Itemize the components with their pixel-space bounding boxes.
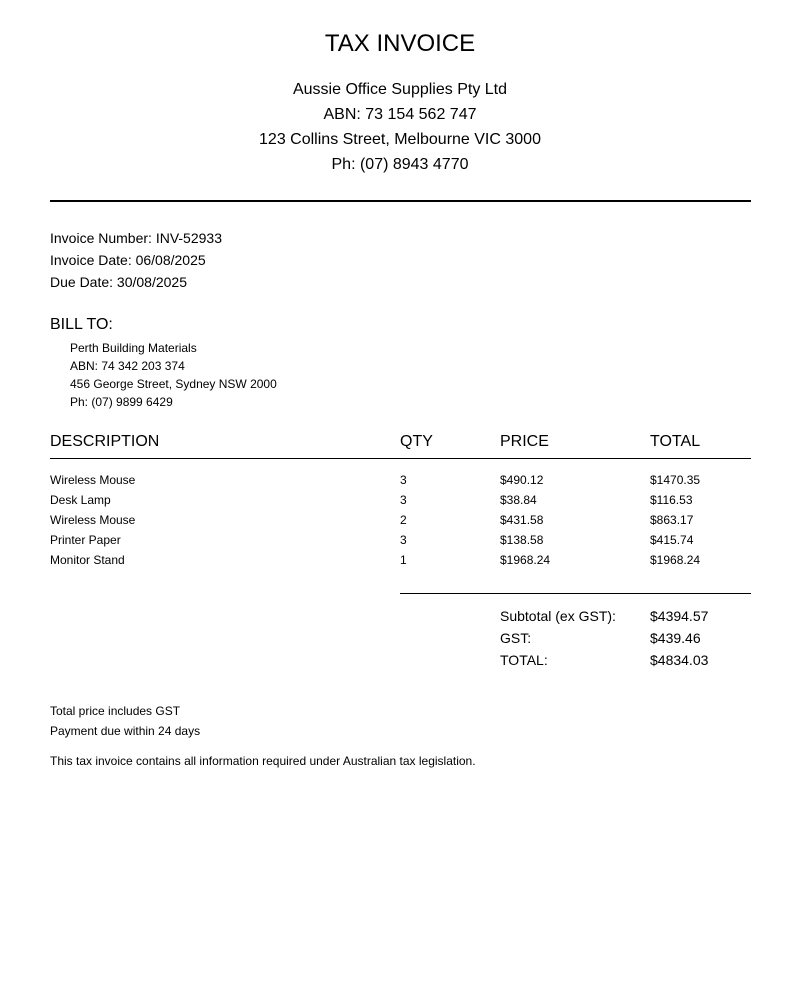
invoice-notes xyxy=(50,701,200,741)
table-header xyxy=(50,431,751,453)
table-row xyxy=(50,470,751,490)
item-description: Printer Paper xyxy=(50,533,121,547)
payment-terms: Payment due within 24 days xyxy=(50,724,201,738)
item-total: $863.17 xyxy=(650,513,694,527)
item-total: $415.74 xyxy=(650,533,694,547)
item-description: Wireless Mouse xyxy=(50,473,136,487)
invoice-due-date: Due Date: 30/08/2025 xyxy=(50,274,187,290)
invoice-meta xyxy=(50,227,222,293)
column-header-total: TOTAL xyxy=(650,433,701,450)
table-row xyxy=(50,490,751,510)
seller-abn: ABN: 73 154 562 747 xyxy=(323,106,477,123)
item-description: Wireless Mouse xyxy=(50,513,136,527)
item-qty: 3 xyxy=(400,473,407,487)
item-price: $138.58 xyxy=(500,533,544,547)
item-price: $431.58 xyxy=(500,513,544,527)
item-price: $490.12 xyxy=(500,473,544,487)
seller-details xyxy=(0,77,800,177)
table-row xyxy=(50,550,751,570)
item-qty: 1 xyxy=(400,553,407,567)
item-total: $1470.35 xyxy=(650,473,701,487)
gst-row xyxy=(500,627,751,649)
item-price: $38.84 xyxy=(500,493,537,507)
item-qty: 2 xyxy=(400,513,407,527)
column-header-qty: QTY xyxy=(400,433,433,450)
item-qty: 3 xyxy=(400,493,407,507)
table-row xyxy=(50,530,751,550)
subtotal-row xyxy=(500,605,751,627)
gst-value: $439.46 xyxy=(650,630,701,646)
item-description: Monitor Stand xyxy=(50,553,125,567)
table-row xyxy=(50,510,751,530)
item-price: $1968.24 xyxy=(500,553,551,567)
total-value: $4834.03 xyxy=(650,652,709,668)
bill-to-heading: BILL TO: xyxy=(50,316,113,333)
bill-to-abn: ABN: 74 342 203 374 xyxy=(70,359,185,373)
item-total: $116.53 xyxy=(650,493,693,507)
column-header-description: DESCRIPTION xyxy=(50,433,160,450)
seller-name: Aussie Office Supplies Pty Ltd xyxy=(292,81,508,98)
invoice-summary xyxy=(500,605,751,671)
gst-label: GST: xyxy=(500,630,532,646)
seller-phone: Ph: (07) 8943 4770 xyxy=(331,156,469,173)
invoice-number: Invoice Number: INV-52933 xyxy=(50,230,222,246)
gst-note: Total price includes GST xyxy=(50,704,181,718)
bill-to-details xyxy=(70,339,277,411)
bill-to-phone: Ph: (07) 9899 6429 xyxy=(70,395,173,409)
total-label: TOTAL: xyxy=(500,652,548,668)
invoice-date: Invoice Date: 06/08/2025 xyxy=(50,252,206,268)
subtotal-value: $4394.57 xyxy=(650,608,709,624)
column-header-price: PRICE xyxy=(500,433,549,450)
item-total: $1968.24 xyxy=(650,553,701,567)
summary-divider xyxy=(400,593,751,594)
bill-to-name: Perth Building Materials xyxy=(70,341,197,355)
bill-to-address: 456 George Street, Sydney NSW 2000 xyxy=(70,377,277,391)
table-header-divider xyxy=(50,458,751,459)
invoice-title: TAX INVOICE xyxy=(324,30,476,57)
item-description: Desk Lamp xyxy=(50,493,111,507)
item-qty: 3 xyxy=(400,533,407,547)
subtotal-label: Subtotal (ex GST): xyxy=(500,608,616,624)
header-divider xyxy=(50,200,751,202)
total-row xyxy=(500,649,751,671)
seller-address: 123 Collins Street, Melbourne VIC 3000 xyxy=(259,131,541,148)
line-items xyxy=(50,470,751,570)
legal-statement: This tax invoice contains all information required under Australian tax legislation. xyxy=(50,754,476,768)
